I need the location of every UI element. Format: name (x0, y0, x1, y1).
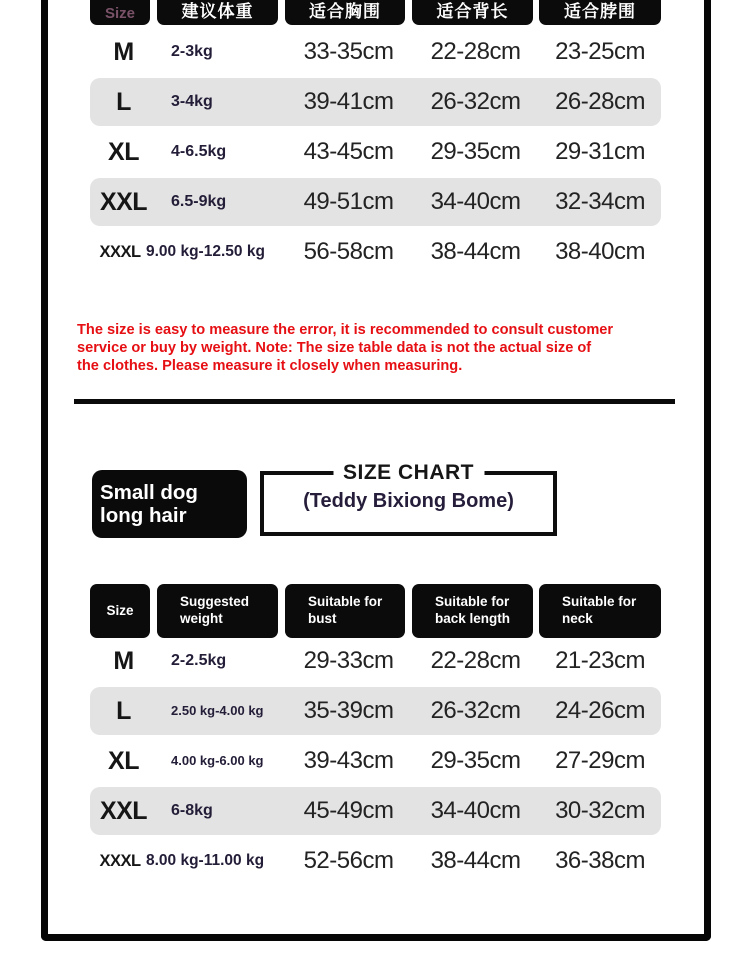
weight-cell: 4-6.5kg (171, 143, 227, 160)
weight-cell: 4.00 kg-6.00 kg (171, 752, 264, 768)
size-cell: XL (108, 746, 139, 775)
table-row (90, 228, 661, 276)
size-cell: M (113, 646, 134, 675)
neck-cell: 27-29cm (555, 747, 645, 774)
size-chart-title-box (260, 461, 557, 536)
column-header-label: 建议体重 (181, 2, 254, 21)
column-header (285, 0, 405, 25)
column-header-label: 适合胸围 (309, 2, 381, 21)
column-header-label: Suggested weight (180, 594, 250, 626)
back-length-cell: 29-35cm (430, 747, 521, 774)
bust-cell: 35-39cm (303, 697, 394, 724)
table-row (90, 637, 661, 685)
neck-cell: 38-40cm (555, 238, 645, 265)
measurement-notice (77, 321, 687, 376)
neck-cell: 26-28cm (555, 88, 645, 115)
neck-cell: 29-31cm (555, 138, 645, 165)
bust-cell: 33-35cm (303, 38, 394, 65)
column-header (412, 0, 533, 25)
table-row (90, 737, 661, 785)
back-length-cell: 34-40cm (430, 188, 521, 215)
bust-cell: 39-43cm (303, 747, 394, 774)
dog-type-tag (92, 470, 247, 538)
weight-cell: 3-4kg (171, 93, 213, 110)
column-header (412, 584, 533, 638)
table-row (90, 787, 661, 835)
size-cell: XXL (99, 187, 148, 216)
column-header-label: Suitable for bust (308, 594, 383, 626)
size-cell: XL (108, 137, 139, 166)
size-cell: XXXL (99, 242, 141, 261)
column-header-label: Size (104, 5, 135, 22)
column-header (539, 584, 661, 638)
column-header (90, 0, 150, 25)
weight-cell: 2-3kg (171, 43, 213, 60)
back-length-cell: 22-28cm (430, 38, 521, 65)
bust-cell: 45-49cm (303, 797, 394, 824)
notice-line: the clothes. Please measure it closely when measuring. (77, 358, 463, 375)
back-length-cell: 26-32cm (430, 697, 521, 724)
table-row (90, 837, 661, 885)
column-header-label: 适合背长 (436, 2, 509, 21)
weight-cell: 2.50 kg-4.00 kg (171, 702, 264, 718)
column-header (90, 584, 150, 638)
size-cell: L (116, 87, 131, 116)
column-header-label: 适合脖围 (564, 2, 636, 21)
neck-cell: 21-23cm (555, 647, 645, 674)
section-divider (74, 399, 675, 404)
back-length-cell: 29-35cm (430, 138, 521, 165)
dog-type-line: long hair (100, 504, 187, 527)
back-length-cell: 38-44cm (430, 847, 521, 874)
table-row (90, 687, 661, 735)
weight-cell: 8.00 kg-11.00 kg (146, 852, 265, 869)
weight-cell: 6-8kg (171, 802, 213, 819)
column-header (157, 0, 278, 25)
back-length-cell: 22-28cm (430, 647, 521, 674)
notice-line: service or buy by weight. Note: The size table data is not the actual size of (77, 340, 592, 357)
table-row (90, 178, 661, 226)
size-chart-subtitle: (Teddy Bixiong Bome) (303, 490, 514, 512)
weight-cell: 6.5-9kg (171, 193, 227, 210)
neck-cell: 23-25cm (555, 38, 645, 65)
notice-line: The size is easy to measure the error, it is recommended to consult customer (77, 322, 614, 338)
bust-cell: 39-41cm (303, 88, 394, 115)
table-row (90, 128, 661, 176)
back-length-cell: 26-32cm (430, 88, 521, 115)
size-chart-title: SIZE CHART (333, 461, 484, 485)
weight-cell: 2-2.5kg (171, 652, 227, 669)
back-length-cell: 38-44cm (430, 238, 521, 265)
size-cell: XXXL (99, 851, 141, 870)
neck-cell: 32-34cm (555, 188, 645, 215)
neck-cell: 36-38cm (555, 847, 645, 874)
size-cell: L (116, 696, 131, 725)
column-header (285, 584, 405, 638)
bust-cell: 49-51cm (303, 188, 394, 215)
neck-cell: 24-26cm (555, 697, 645, 724)
bust-cell: 52-56cm (303, 847, 394, 874)
dog-type-line: Small dog (100, 481, 198, 504)
column-header (539, 0, 661, 25)
size-cell: M (113, 37, 134, 66)
bust-cell: 43-45cm (303, 138, 394, 165)
weight-cell: 9.00 kg-12.50 kg (146, 243, 265, 260)
table-row (90, 28, 661, 76)
column-header-label: Suitable for back length (435, 594, 511, 626)
neck-cell: 30-32cm (555, 797, 645, 824)
size-cell: XXL (99, 796, 148, 825)
bust-cell: 56-58cm (303, 238, 394, 265)
column-header-label: Size (106, 602, 134, 618)
bust-cell: 29-33cm (303, 647, 394, 674)
column-header-label: Suitable for neck (562, 594, 637, 626)
table-row (90, 78, 661, 126)
back-length-cell: 34-40cm (430, 797, 521, 824)
column-header (157, 584, 278, 638)
